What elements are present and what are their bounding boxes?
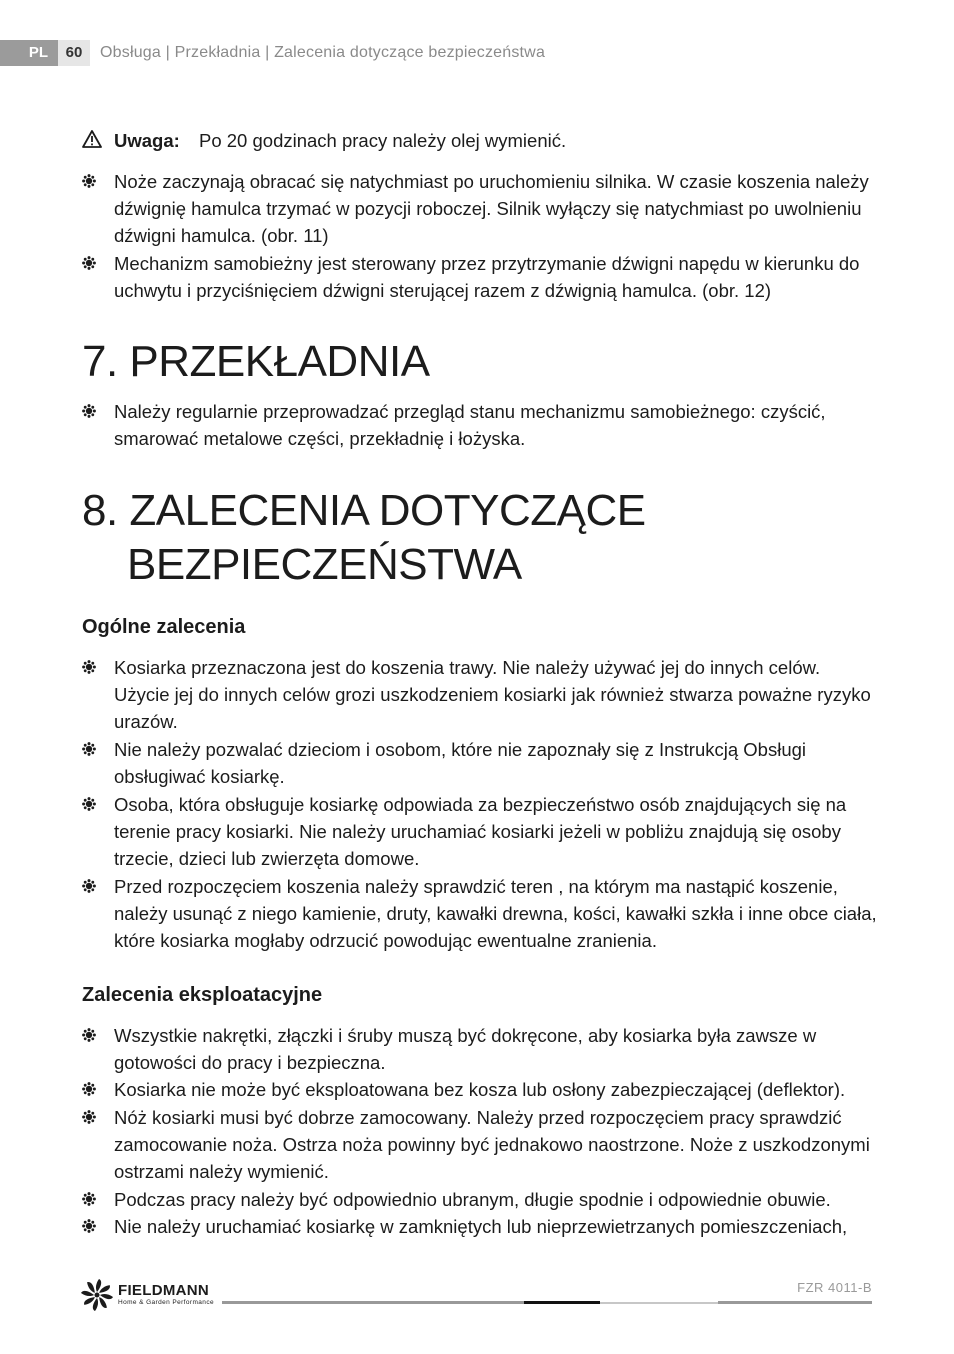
footer-divider [222,1301,524,1304]
list-item-line: Nóż kosiarki musi być dobrze zamocowany. Należy przed rozpoczęciem pracy sprawdzić [114,1107,842,1128]
bullet-icon [82,256,96,270]
list-item-line: Nie należy pozwalać dzieciom i osobom, które nie zapoznały się z Instrukcją Obsługi [114,739,807,760]
list-item-line: Kosiarka przeznaczona jest do koszenia trawy. Nie należy używać jej do innych celów. [114,657,821,678]
list-item [82,1022,882,1076]
brand-name: FIELDMANN [118,1282,210,1299]
brand-tagline: Home & Garden Performance [118,1299,214,1306]
bullet-icon [82,1082,96,1096]
footer-divider [600,1302,718,1304]
list-item-line: Wszystkie nakrętki, złączki i śruby muszą być dokręcone, aby kosiarka była zawsze w [114,1025,817,1046]
list-item [82,1186,882,1213]
section-8-title-line2: BEZPIECZEŃSTWA [127,540,522,589]
warning-label: Uwaga: [114,130,180,151]
footer-divider [524,1301,600,1304]
list-item-line: Osoba, która obsługuje kosiarkę odpowiada za bezpieczeństwo osób znajdujących się na [114,794,847,815]
list-item-line: zamocowanie noża. Ostrza noża powinny być jednakowo naostrzone. Noże z uszkodzonymi [114,1134,870,1155]
fieldmann-logo [80,1278,230,1312]
list-item [82,873,882,954]
list-item-line: Podczas pracy należy być odpowiednio ubranym, długie spodnie i odpowiednie obuwie. [114,1189,831,1210]
language-badge: PL [0,40,58,66]
page-header [0,40,954,66]
list-item-line: Nie należy uruchamiać kosiarkę w zamkniętych lub nieprzewietrzanych pomieszczeniach, [114,1216,848,1237]
warning-note [82,127,882,154]
page-number: 60 [58,40,90,66]
list-item-line: Przed rozpoczęciem koszenia należy sprawdzić teren , na którym ma nastąpić koszenie, [114,876,838,897]
list-item-line: ostrzami należy wymienić. [114,1161,329,1182]
list-item-line: dźwigni hamulca. (obr. 11) [114,225,329,246]
list-item-line: gotowości do pracy i bezpieczna. [114,1052,386,1073]
list-item-line: Należy regularnie przeprowadzać przegląd stanu mechanizmu samobieżnego: czyścić, [114,401,826,422]
general-heading: Ogólne zalecenia [82,616,246,638]
list-item-line: Użycie jej do innych celów grozi uszkodzeniem kosiarki jak również stwarza poważne ryzyko [114,684,871,705]
bullet-icon [82,660,96,674]
list-item-line: dźwignię hamulca trzymać w pozycji roboczej. Silnik wyłączy się natychmiast po uwolnieniu [114,198,862,219]
list-item-line: obsługiwać kosiarkę. [114,766,285,787]
list-item-line: trzecie, dzieci lub zwierzęta domowe. [114,848,420,869]
list-item [82,1213,882,1240]
bullet-icon [82,1110,96,1124]
list-item-line: uchwytu i przyciśnięciem dźwigni sterującej razem z dźwignią hamulca. (obr. 12) [114,280,772,301]
list-item-line: Noże zaczynają obracać się natychmiast po uruchomieniu silnika. W czasie koszenia należy [114,171,869,192]
footer-divider [718,1301,872,1304]
list-item [82,398,882,452]
list-item [82,791,882,872]
list-item [82,168,882,249]
bullet-icon [82,879,96,893]
list-item-line: urazów. [114,711,178,732]
warning-text: Po 20 godzinach pracy należy olej wymienić. [199,130,567,151]
bullet-icon [82,742,96,756]
list-item-line: Mechanizm samobieżny jest sterowany przez przytrzymanie dźwigni napędu w kierunku do [114,253,860,274]
list-item [82,654,882,735]
fieldmann-flower-icon [80,1278,114,1312]
bullet-icon [82,1028,96,1042]
model-number: FZR 4011-B [797,1280,872,1295]
list-item-line: które kosiarka mogłaby odrzucić powodując ewentualne zranienia. [114,930,657,951]
list-item-line: terenie pracy kosiarki. Nie należy uruchamiać kosiarki jeżeli w pobliżu znajdują się osoby [114,821,841,842]
bullet-icon [82,174,96,188]
list-item-line: należy usunąć z niego kamienie, druty, kawałki drewna, kości, kawałki szkła i inne obce ciała, [114,903,877,924]
bullet-icon [82,1219,96,1233]
bullet-icon [82,797,96,811]
list-item [82,1076,882,1103]
bullet-icon [82,1192,96,1206]
bullet-icon [82,404,96,418]
section-8-title: 8. ZALECENIA DOTYCZĄCE [82,486,646,535]
header-title: Obsługa | Przekładnia | Zalecenia dotyczące bezpieczeństwa [100,44,546,61]
list-item [82,1104,882,1185]
list-item [82,736,882,790]
operational-heading: Zalecenia eksploatacyjne [82,984,323,1006]
list-item-line: smarować metalowe części, przekładnię i łożyska. [114,428,526,449]
warning-triangle-icon [82,130,102,148]
section-7-title: 7. PRZEKŁADNIA [82,337,430,386]
list-item [82,250,882,304]
list-item-line: Kosiarka nie może być eksploatowana bez kosza lub osłony zabezpieczającej (deflektor). [114,1079,846,1100]
